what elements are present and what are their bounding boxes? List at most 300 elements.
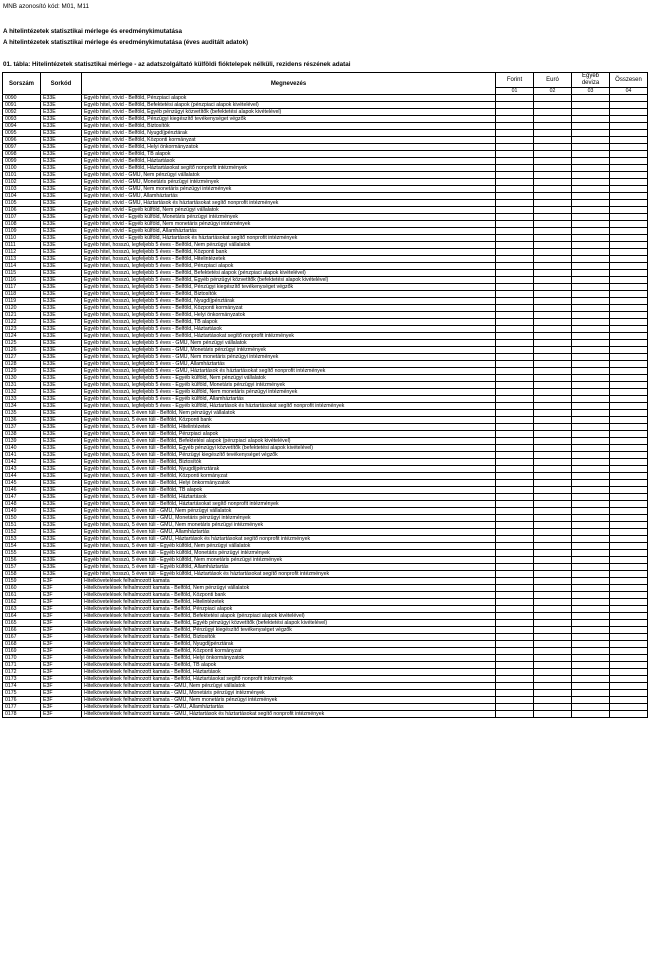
value-egyeb-deviza xyxy=(572,431,610,438)
value-osszesen xyxy=(610,452,648,459)
row-number: 0122 xyxy=(3,319,41,326)
col-number-04: 04 xyxy=(610,88,648,95)
row-number: 0156 xyxy=(3,557,41,564)
table-row xyxy=(3,144,648,151)
value-egyeb-deviza xyxy=(572,228,610,235)
table-row xyxy=(3,697,648,704)
row-description: Hitelkövetelések felhalmozott kamata - Belföld, Nyugdíjpénztárak xyxy=(82,641,496,648)
row-number: 0126 xyxy=(3,347,41,354)
value-osszesen xyxy=(610,389,648,396)
value-osszesen xyxy=(610,95,648,102)
row-number: 0165 xyxy=(3,620,41,627)
table-row xyxy=(3,522,648,529)
row-code: E33E xyxy=(41,403,82,410)
value-forint xyxy=(496,102,534,109)
value-egyeb-deviza xyxy=(572,515,610,522)
row-description: Egyéb hitel, rövid - GMU, Nem monetáris pénzügyi intézmények xyxy=(82,186,496,193)
row-description: Egyéb hitel, hosszú, legfeljebb 5 éves - Belföld, Pénzpiaci alapok xyxy=(82,263,496,270)
value-osszesen xyxy=(610,172,648,179)
value-forint xyxy=(496,312,534,319)
row-code: E3F xyxy=(41,662,82,669)
value-egyeb-deviza xyxy=(572,683,610,690)
value-osszesen xyxy=(610,543,648,550)
value-euro xyxy=(534,312,572,319)
row-code: E33E xyxy=(41,165,82,172)
row-number: 0162 xyxy=(3,599,41,606)
value-egyeb-deviza xyxy=(572,116,610,123)
table-row xyxy=(3,403,648,410)
value-osszesen xyxy=(610,382,648,389)
value-forint xyxy=(496,690,534,697)
value-euro xyxy=(534,529,572,536)
table-row xyxy=(3,382,648,389)
row-description: Egyéb hitel, hosszú, legfeljebb 5 éves - Egyéb külföld, Nem monetáris pénzügyi intézmények xyxy=(82,389,496,396)
table-row xyxy=(3,613,648,620)
table-row xyxy=(3,564,648,571)
row-code: E3F xyxy=(41,690,82,697)
value-egyeb-deviza xyxy=(572,585,610,592)
row-number: 0142 xyxy=(3,459,41,466)
value-osszesen xyxy=(610,291,648,298)
value-osszesen xyxy=(610,116,648,123)
table-row xyxy=(3,158,648,165)
row-number: 0114 xyxy=(3,263,41,270)
value-forint xyxy=(496,172,534,179)
value-euro xyxy=(534,648,572,655)
value-osszesen xyxy=(610,326,648,333)
value-forint xyxy=(496,648,534,655)
row-code: E3F xyxy=(41,648,82,655)
row-description: Hitelkövetelések felhalmozott kamata - Belföld, Központi bank xyxy=(82,592,496,599)
value-osszesen xyxy=(610,368,648,375)
row-code: E33E xyxy=(41,501,82,508)
value-egyeb-deviza xyxy=(572,263,610,270)
table-row xyxy=(3,487,648,494)
row-number: 0096 xyxy=(3,137,41,144)
value-egyeb-deviza xyxy=(572,396,610,403)
value-euro xyxy=(534,375,572,382)
value-osszesen xyxy=(610,193,648,200)
value-forint xyxy=(496,298,534,305)
table-row xyxy=(3,340,648,347)
row-number: 0158 xyxy=(3,571,41,578)
row-code: E33E xyxy=(41,116,82,123)
table-row xyxy=(3,711,648,718)
row-code: E33E xyxy=(41,305,82,312)
value-egyeb-deviza xyxy=(572,284,610,291)
row-code: E3F xyxy=(41,592,82,599)
row-number: 0147 xyxy=(3,494,41,501)
table-row xyxy=(3,676,648,683)
row-description: Egyéb hitel, hosszú, legfeljebb 5 éves - Belföld, Háztartások xyxy=(82,326,496,333)
row-number: 0146 xyxy=(3,487,41,494)
value-forint xyxy=(496,151,534,158)
value-egyeb-deviza xyxy=(572,242,610,249)
value-egyeb-deviza xyxy=(572,179,610,186)
value-euro xyxy=(534,361,572,368)
value-forint xyxy=(496,501,534,508)
row-description: Egyéb hitel, rövid - Belföld, Pénzpiaci alapok xyxy=(82,95,496,102)
value-egyeb-deviza xyxy=(572,256,610,263)
row-number: 0093 xyxy=(3,116,41,123)
row-description: Egyéb hitel, hosszú, 5 éven túli - Egyéb külföld, Monetáris pénzügyi intézmények xyxy=(82,550,496,557)
value-euro xyxy=(534,515,572,522)
row-code: E33E xyxy=(41,263,82,270)
value-forint xyxy=(496,571,534,578)
table-row xyxy=(3,669,648,676)
table-row xyxy=(3,431,648,438)
table-row xyxy=(3,557,648,564)
row-description: Hitelkövetelések felhalmozott kamata - GMU, Monetáris pénzügyi intézmények xyxy=(82,690,496,697)
value-osszesen xyxy=(610,102,648,109)
value-forint xyxy=(496,522,534,529)
row-description: Egyéb hitel, hosszú, 5 éven túli - Belföld, Központi kormányzat xyxy=(82,473,496,480)
value-euro xyxy=(534,550,572,557)
col-header-osszesen: Összesen xyxy=(610,73,648,88)
row-number: 0124 xyxy=(3,333,41,340)
col-header-egyeb-deviza: Egyéb deviza xyxy=(572,73,610,88)
value-egyeb-deviza xyxy=(572,417,610,424)
value-osszesen xyxy=(610,319,648,326)
table-row xyxy=(3,130,648,137)
table-row xyxy=(3,445,648,452)
row-code: E3F xyxy=(41,620,82,627)
row-code: E3F xyxy=(41,683,82,690)
value-euro xyxy=(534,711,572,718)
table-row xyxy=(3,235,648,242)
table-row xyxy=(3,494,648,501)
value-euro xyxy=(534,641,572,648)
row-number: 0163 xyxy=(3,606,41,613)
row-code: E33E xyxy=(41,466,82,473)
row-description: Hitelkövetelések felhalmozott kamata - Belföld, Helyi önkormányzatok xyxy=(82,655,496,662)
table-row xyxy=(3,410,648,417)
value-euro xyxy=(534,480,572,487)
row-description: Egyéb hitel, hosszú, legfeljebb 5 éves - Belföld, Pénzügyi kiegészítő tevékenységet végzők xyxy=(82,284,496,291)
value-osszesen xyxy=(610,375,648,382)
row-number: 0153 xyxy=(3,536,41,543)
row-number: 0109 xyxy=(3,228,41,235)
value-euro xyxy=(534,557,572,564)
table-row xyxy=(3,375,648,382)
table-row xyxy=(3,333,648,340)
row-description: Egyéb hitel, hosszú, legfeljebb 5 éves - Egyéb külföld, Monetáris pénzügyi intézmények xyxy=(82,382,496,389)
table-row xyxy=(3,249,648,256)
row-code: E3F xyxy=(41,676,82,683)
row-number: 0141 xyxy=(3,452,41,459)
row-description: Egyéb hitel, rövid - Egyéb külföld, Háztartások és háztartásokat segítő nonprofit intézmények xyxy=(82,235,496,242)
value-osszesen xyxy=(610,410,648,417)
row-description: Egyéb hitel, hosszú, legfeljebb 5 éves - Belföld, Helyi önkormányzatok xyxy=(82,312,496,319)
value-osszesen xyxy=(610,683,648,690)
value-osszesen xyxy=(610,515,648,522)
row-description: Hitelkövetelések felhalmozott kamata - Belföld, Nem pénzügyi vállalatok xyxy=(82,585,496,592)
value-euro xyxy=(534,536,572,543)
value-egyeb-deviza xyxy=(572,438,610,445)
row-description: Egyéb hitel, hosszú, 5 éven túli - Egyéb külföld, Nem pénzügyi vállalatok xyxy=(82,543,496,550)
value-osszesen xyxy=(610,445,648,452)
value-osszesen xyxy=(610,354,648,361)
row-number: 0171 xyxy=(3,662,41,669)
value-osszesen xyxy=(610,431,648,438)
value-osszesen xyxy=(610,214,648,221)
row-description: Hitelkövetelések felhalmozott kamata - Belföld, Központi kormányzat xyxy=(82,648,496,655)
value-egyeb-deviza xyxy=(572,410,610,417)
value-egyeb-deviza xyxy=(572,130,610,137)
col-header-megnevezes: Megnevezés xyxy=(82,73,496,95)
value-egyeb-deviza xyxy=(572,305,610,312)
value-egyeb-deviza xyxy=(572,172,610,179)
row-number: 0161 xyxy=(3,592,41,599)
table-row xyxy=(3,634,648,641)
balance-sheet-table xyxy=(2,72,648,718)
row-number: 0118 xyxy=(3,291,41,298)
row-number: 0106 xyxy=(3,207,41,214)
row-description: Egyéb hitel, hosszú, legfeljebb 5 éves - Belföld, TB alapok xyxy=(82,319,496,326)
row-number: 0090 xyxy=(3,95,41,102)
value-forint xyxy=(496,620,534,627)
table-row xyxy=(3,277,648,284)
row-description: Hitelkövetelések felhalmozott kamata xyxy=(82,578,496,585)
row-description: Egyéb hitel, rövid - Belföld, Központi kormányzat xyxy=(82,137,496,144)
row-description: Egyéb hitel, hosszú, legfeljebb 5 éves - Belföld, Központi kormányzat xyxy=(82,305,496,312)
row-description: Egyéb hitel, hosszú, 5 éven túli - Belföld, Befektetési alapok (pénzpiaci alapok kivételével) xyxy=(82,438,496,445)
value-osszesen xyxy=(610,473,648,480)
value-forint xyxy=(496,550,534,557)
row-number: 0108 xyxy=(3,221,41,228)
value-forint xyxy=(496,130,534,137)
value-egyeb-deviza xyxy=(572,361,610,368)
row-description: Hitelkövetelések felhalmozott kamata - Belföld, TB alapok xyxy=(82,662,496,669)
value-forint xyxy=(496,585,534,592)
value-forint xyxy=(496,340,534,347)
value-egyeb-deviza xyxy=(572,459,610,466)
row-number: 0125 xyxy=(3,340,41,347)
value-egyeb-deviza xyxy=(572,571,610,578)
value-forint xyxy=(496,662,534,669)
row-description: Egyéb hitel, rövid - Egyéb külföld, Monetáris pénzügyi intézmények xyxy=(82,214,496,221)
row-description: Egyéb hitel, rövid - Egyéb külföld, Államháztartás xyxy=(82,228,496,235)
row-number: 0154 xyxy=(3,543,41,550)
value-forint xyxy=(496,557,534,564)
value-egyeb-deviza xyxy=(572,578,610,585)
value-osszesen xyxy=(610,249,648,256)
row-description: Egyéb hitel, hosszú, legfeljebb 5 éves - Belföld, Befektetési alapok (pénzpiaci alapok kivételével) xyxy=(82,270,496,277)
value-forint xyxy=(496,613,534,620)
row-code: E33E xyxy=(41,214,82,221)
row-description: Egyéb hitel, rövid - Belföld, Biztosítók xyxy=(82,123,496,130)
table-row xyxy=(3,438,648,445)
table-row xyxy=(3,200,648,207)
row-description: Egyéb hitel, hosszú, 5 éven túli - Belföld, Nem pénzügyi vállalatok xyxy=(82,410,496,417)
row-code: E33E xyxy=(41,368,82,375)
value-osszesen xyxy=(610,242,648,249)
row-description: Egyéb hitel, hosszú, 5 éven túli - Belföld, Háztartások xyxy=(82,494,496,501)
value-egyeb-deviza xyxy=(572,109,610,116)
value-forint xyxy=(496,515,534,522)
value-egyeb-deviza xyxy=(572,662,610,669)
value-egyeb-deviza xyxy=(572,200,610,207)
value-osszesen xyxy=(610,669,648,676)
value-egyeb-deviza xyxy=(572,333,610,340)
value-euro xyxy=(534,543,572,550)
value-euro xyxy=(534,683,572,690)
value-euro xyxy=(534,319,572,326)
row-number: 0110 xyxy=(3,235,41,242)
mnb-code: MNB azonosító kód: M01, M11 xyxy=(3,3,89,10)
value-osszesen xyxy=(610,256,648,263)
value-euro xyxy=(534,144,572,151)
table-row xyxy=(3,312,648,319)
row-code: E33E xyxy=(41,431,82,438)
value-euro xyxy=(534,207,572,214)
value-osszesen xyxy=(610,340,648,347)
value-euro xyxy=(534,158,572,165)
row-code: E33E xyxy=(41,459,82,466)
row-code: E3F xyxy=(41,613,82,620)
row-number: 0100 xyxy=(3,165,41,172)
value-forint xyxy=(496,214,534,221)
value-forint xyxy=(496,389,534,396)
row-description: Egyéb hitel, hosszú, 5 éven túli - Egyéb külföld, Nem monetáris pénzügyi intézmények xyxy=(82,557,496,564)
table-row xyxy=(3,417,648,424)
col-header-euro: Euró xyxy=(534,73,572,88)
row-number: 0130 xyxy=(3,375,41,382)
value-osszesen xyxy=(610,606,648,613)
value-egyeb-deviza xyxy=(572,704,610,711)
row-number: 0169 xyxy=(3,648,41,655)
value-egyeb-deviza xyxy=(572,445,610,452)
value-euro xyxy=(534,333,572,340)
row-code: E3F xyxy=(41,599,82,606)
value-egyeb-deviza xyxy=(572,494,610,501)
row-code: E3F xyxy=(41,606,82,613)
value-euro xyxy=(534,669,572,676)
table-row xyxy=(3,690,648,697)
row-code: E3F xyxy=(41,627,82,634)
row-description: Egyéb hitel, hosszú, 5 éven túli - Belföld, Pénzügyi kiegészítő tevékenységet végzők xyxy=(82,452,496,459)
col-header-sorszam: Sorszám xyxy=(3,73,41,95)
value-forint xyxy=(496,452,534,459)
row-number: 0148 xyxy=(3,501,41,508)
row-number: 0175 xyxy=(3,690,41,697)
table-row xyxy=(3,683,648,690)
value-euro xyxy=(534,704,572,711)
row-number: 0133 xyxy=(3,396,41,403)
value-euro xyxy=(534,298,572,305)
row-description: Egyéb hitel, rövid - GMU, Államháztartás xyxy=(82,193,496,200)
row-code: E33E xyxy=(41,284,82,291)
table-row xyxy=(3,326,648,333)
row-description: Egyéb hitel, rövid - GMU, Monetáris pénzügyi intézmények xyxy=(82,179,496,186)
row-description: Egyéb hitel, rövid - Belföld, Nyugdíjpénztárak xyxy=(82,130,496,137)
value-osszesen xyxy=(610,536,648,543)
table-row xyxy=(3,95,648,102)
table-header-row xyxy=(3,73,648,88)
row-description: Egyéb hitel, hosszú, 5 éven túli - Belföld, Pénzpiaci alapok xyxy=(82,431,496,438)
row-code: E33E xyxy=(41,557,82,564)
row-code: E33E xyxy=(41,417,82,424)
value-euro xyxy=(534,137,572,144)
value-egyeb-deviza xyxy=(572,536,610,543)
row-number: 0137 xyxy=(3,424,41,431)
value-euro xyxy=(534,466,572,473)
value-euro xyxy=(534,452,572,459)
value-forint xyxy=(496,627,534,634)
table-row xyxy=(3,242,648,249)
value-euro xyxy=(534,179,572,186)
value-osszesen xyxy=(610,207,648,214)
table-row xyxy=(3,599,648,606)
value-forint xyxy=(496,466,534,473)
value-euro xyxy=(534,277,572,284)
table-row xyxy=(3,466,648,473)
value-euro xyxy=(534,690,572,697)
row-number: 0128 xyxy=(3,361,41,368)
value-egyeb-deviza xyxy=(572,95,610,102)
row-code: E3F xyxy=(41,655,82,662)
value-forint xyxy=(496,375,534,382)
row-number: 0098 xyxy=(3,151,41,158)
value-egyeb-deviza xyxy=(572,452,610,459)
value-osszesen xyxy=(610,347,648,354)
value-egyeb-deviza xyxy=(572,137,610,144)
row-number: 0101 xyxy=(3,172,41,179)
value-egyeb-deviza xyxy=(572,312,610,319)
value-egyeb-deviza xyxy=(572,648,610,655)
value-osszesen xyxy=(610,487,648,494)
value-euro xyxy=(534,578,572,585)
row-description: Hitelkövetelések felhalmozott kamata - Belföld, Pénzpiaci alapok xyxy=(82,606,496,613)
table-row xyxy=(3,662,648,669)
row-number: 0120 xyxy=(3,305,41,312)
row-description: Egyéb hitel, hosszú, 5 éven túli - GMU, Államháztartás xyxy=(82,529,496,536)
table-row xyxy=(3,284,648,291)
row-code: E33E xyxy=(41,235,82,242)
row-description: Egyéb hitel, rövid - Belföld, Háztartásokat segítő nonprofit intézmények xyxy=(82,165,496,172)
value-euro xyxy=(534,634,572,641)
row-code: E33E xyxy=(41,480,82,487)
col-number-03: 03 xyxy=(572,88,610,95)
row-number: 0177 xyxy=(3,704,41,711)
table-row xyxy=(3,515,648,522)
table-row xyxy=(3,109,648,116)
row-number: 0170 xyxy=(3,655,41,662)
row-code: E33E xyxy=(41,445,82,452)
row-description: Egyéb hitel, hosszú, 5 éven túli - Belföld, Biztosítók xyxy=(82,459,496,466)
row-code: E33E xyxy=(41,494,82,501)
value-osszesen xyxy=(610,277,648,284)
value-forint xyxy=(496,354,534,361)
row-number: 0104 xyxy=(3,193,41,200)
value-euro xyxy=(534,382,572,389)
value-forint xyxy=(496,186,534,193)
value-osszesen xyxy=(610,564,648,571)
row-code: E33E xyxy=(41,172,82,179)
value-osszesen xyxy=(610,585,648,592)
row-code: E3F xyxy=(41,669,82,676)
row-description: Egyéb hitel, hosszú, legfeljebb 5 éves - GMU, Nem pénzügyi vállalatok xyxy=(82,340,496,347)
value-osszesen xyxy=(610,186,648,193)
row-description: Egyéb hitel, rövid - Belföld, Befektetési alapok (pénzpiaci alapok kivételével) xyxy=(82,102,496,109)
row-code: E33E xyxy=(41,410,82,417)
row-code: E33E xyxy=(41,396,82,403)
table-row xyxy=(3,536,648,543)
row-description: Egyéb hitel, hosszú, 5 éven túli - Egyéb külföld, Háztartások és háztartásokat segítő nonprofit intézmények xyxy=(82,571,496,578)
value-egyeb-deviza xyxy=(572,340,610,347)
value-euro xyxy=(534,592,572,599)
value-forint xyxy=(496,683,534,690)
